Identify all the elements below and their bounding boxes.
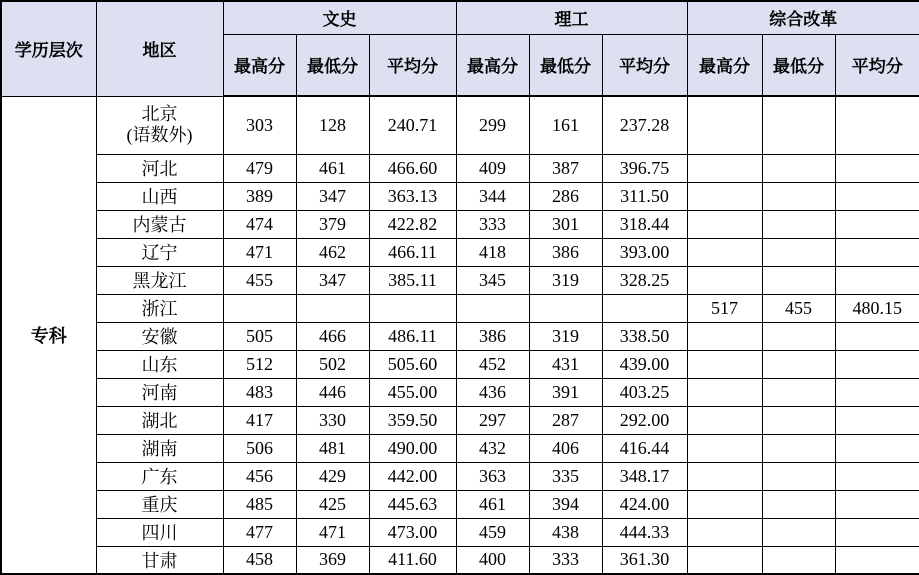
score-cell: 299 [456,96,529,154]
score-cell: 485 [223,490,296,518]
score-cell: 445.63 [369,490,456,518]
score-cell [762,518,835,546]
score-cell: 462 [296,238,369,266]
score-cell: 333 [529,546,602,574]
region-cell: 浙江 [96,294,223,322]
region-cell: 广东 [96,462,223,490]
table-header [1,1,919,96]
score-cell: 424.00 [602,490,687,518]
score-cell: 128 [296,96,369,154]
score-cell [602,294,687,322]
score-cell: 452 [456,350,529,378]
score-cell: 490.00 [369,434,456,462]
header-avg-score: 平均分 [835,34,919,96]
score-cell [687,322,762,350]
score-cell [762,462,835,490]
score-cell: 438 [529,518,602,546]
score-cell: 502 [296,350,369,378]
score-cell: 287 [529,406,602,434]
score-cell: 466.11 [369,238,456,266]
score-cell: 403.25 [602,378,687,406]
score-cell [762,210,835,238]
score-cell: 363.13 [369,182,456,210]
score-cell: 335 [529,462,602,490]
score-cell: 481 [296,434,369,462]
score-cell: 458 [223,546,296,574]
score-cell: 477 [223,518,296,546]
score-cell: 363 [456,462,529,490]
header-region-column: 地区 [96,1,223,96]
score-cell: 391 [529,378,602,406]
score-cell: 432 [456,434,529,462]
score-cell [835,154,919,182]
score-cell: 328.25 [602,266,687,294]
score-cell: 303 [223,96,296,154]
score-cell: 237.28 [602,96,687,154]
score-cell: 385.11 [369,266,456,294]
score-cell [835,322,919,350]
region-cell: 内蒙古 [96,210,223,238]
score-cell: 359.50 [369,406,456,434]
score-cell [835,518,919,546]
score-cell: 422.82 [369,210,456,238]
score-cell: 480.15 [835,294,919,322]
score-cell [762,406,835,434]
score-cell [687,154,762,182]
score-cell: 442.00 [369,462,456,490]
score-cell: 446 [296,378,369,406]
header-group-liberal-arts: 文史 [223,1,456,34]
score-cell: 461 [296,154,369,182]
score-cell: 479 [223,154,296,182]
score-cell: 409 [456,154,529,182]
score-cell: 439.00 [602,350,687,378]
score-cell [687,238,762,266]
score-cell: 386 [529,238,602,266]
header-group-comprehensive-reform: 综合改革 [687,1,919,34]
score-cell: 330 [296,406,369,434]
score-cell: 318.44 [602,210,687,238]
region-cell: 辽宁 [96,238,223,266]
score-cell: 333 [456,210,529,238]
score-cell [835,182,919,210]
score-cell [296,294,369,322]
score-cell: 505 [223,322,296,350]
table-body [1,96,919,574]
score-cell [687,546,762,574]
score-cell: 394 [529,490,602,518]
score-cell: 379 [296,210,369,238]
score-cell: 471 [223,238,296,266]
header-max-score: 最高分 [687,34,762,96]
region-cell [96,96,223,154]
region-cell: 河南 [96,378,223,406]
score-cell [835,378,919,406]
score-cell: 369 [296,546,369,574]
score-cell: 400 [456,546,529,574]
header-level-column: 学历层次 [1,1,96,96]
table-row [1,96,919,154]
score-cell: 240.71 [369,96,456,154]
score-cell: 389 [223,182,296,210]
score-cell: 505.60 [369,350,456,378]
score-cell [835,238,919,266]
score-cell [369,294,456,322]
score-cell [762,434,835,462]
table-row [1,322,919,350]
region-cell: 安徽 [96,322,223,350]
score-cell: 455 [762,294,835,322]
score-cell [762,182,835,210]
score-cell: 474 [223,210,296,238]
score-cell: 456 [223,462,296,490]
table-row [1,434,919,462]
score-cell: 361.30 [602,546,687,574]
score-cell: 431 [529,350,602,378]
score-cell: 338.50 [602,322,687,350]
region-cell: 湖南 [96,434,223,462]
score-cell [835,462,919,490]
header-min-score: 最低分 [296,34,369,96]
score-cell [687,350,762,378]
table-row [1,238,919,266]
table-row [1,518,919,546]
score-cell: 506 [223,434,296,462]
score-cell [835,210,919,238]
score-cell: 459 [456,518,529,546]
score-cell: 429 [296,462,369,490]
score-cell: 292.00 [602,406,687,434]
table-row [1,406,919,434]
table-row [1,182,919,210]
score-cell: 466 [296,322,369,350]
score-cell [529,294,602,322]
score-cell [762,546,835,574]
score-cell: 347 [296,182,369,210]
header-min-score: 最低分 [762,34,835,96]
score-cell [687,518,762,546]
score-cell: 411.60 [369,546,456,574]
score-cell: 393.00 [602,238,687,266]
table-row [1,266,919,294]
score-cell: 483 [223,378,296,406]
header-avg-score: 平均分 [602,34,687,96]
score-cell: 517 [687,294,762,322]
score-cell: 406 [529,434,602,462]
score-cell: 311.50 [602,182,687,210]
score-cell: 466.60 [369,154,456,182]
header-max-score: 最高分 [223,34,296,96]
region-cell: 重庆 [96,490,223,518]
region-name: 北京 [141,104,178,125]
score-cell [835,546,919,574]
score-cell: 344 [456,182,529,210]
score-cell [835,490,919,518]
score-cell: 416.44 [602,434,687,462]
score-cell: 418 [456,238,529,266]
score-cell: 347 [296,266,369,294]
score-cell [835,266,919,294]
score-cell: 425 [296,490,369,518]
table-row [1,546,919,574]
score-cell: 471 [296,518,369,546]
score-cell [687,378,762,406]
score-cell [762,96,835,154]
score-cell [835,96,919,154]
score-cell: 345 [456,266,529,294]
score-cell: 396.75 [602,154,687,182]
score-cell: 461 [456,490,529,518]
score-cell: 348.17 [602,462,687,490]
table-row [1,462,919,490]
header-max-score: 最高分 [456,34,529,96]
score-cell: 473.00 [369,518,456,546]
header-min-score: 最低分 [529,34,602,96]
score-cell: 512 [223,350,296,378]
score-cell [687,182,762,210]
score-cell [687,266,762,294]
score-cell [687,462,762,490]
level-cell: 专科 [1,96,96,574]
score-cell [762,266,835,294]
score-cell [835,350,919,378]
table-row [1,294,919,322]
header-group-science: 理工 [456,1,687,34]
score-cell [223,294,296,322]
table-row [1,154,919,182]
table-row [1,490,919,518]
score-cell: 319 [529,266,602,294]
score-cell: 455.00 [369,378,456,406]
score-cell: 297 [456,406,529,434]
score-cell: 161 [529,96,602,154]
score-cell [762,238,835,266]
region-note: (语数外) [126,125,193,145]
score-cell: 286 [529,182,602,210]
score-cell [687,490,762,518]
table-row [1,378,919,406]
region-cell: 甘肃 [96,546,223,574]
score-cell [835,434,919,462]
score-cell [687,406,762,434]
score-cell [835,406,919,434]
score-cell [762,490,835,518]
score-cell: 436 [456,378,529,406]
score-cell [762,322,835,350]
region-cell: 黑龙江 [96,266,223,294]
score-cell [762,154,835,182]
score-cell [762,378,835,406]
region-cell: 山西 [96,182,223,210]
score-cell: 319 [529,322,602,350]
score-cell [687,434,762,462]
region-cell: 河北 [96,154,223,182]
score-cell: 444.33 [602,518,687,546]
header-avg-score: 平均分 [369,34,456,96]
table-row [1,350,919,378]
score-cell: 455 [223,266,296,294]
score-cell [762,350,835,378]
score-cell: 486.11 [369,322,456,350]
score-cell: 387 [529,154,602,182]
score-cell [456,294,529,322]
score-cell [687,210,762,238]
score-cell [687,96,762,154]
region-cell: 湖北 [96,406,223,434]
score-cell: 386 [456,322,529,350]
score-cell: 417 [223,406,296,434]
region-cell: 山东 [96,350,223,378]
score-cell: 301 [529,210,602,238]
table-row [1,210,919,238]
region-cell: 四川 [96,518,223,546]
